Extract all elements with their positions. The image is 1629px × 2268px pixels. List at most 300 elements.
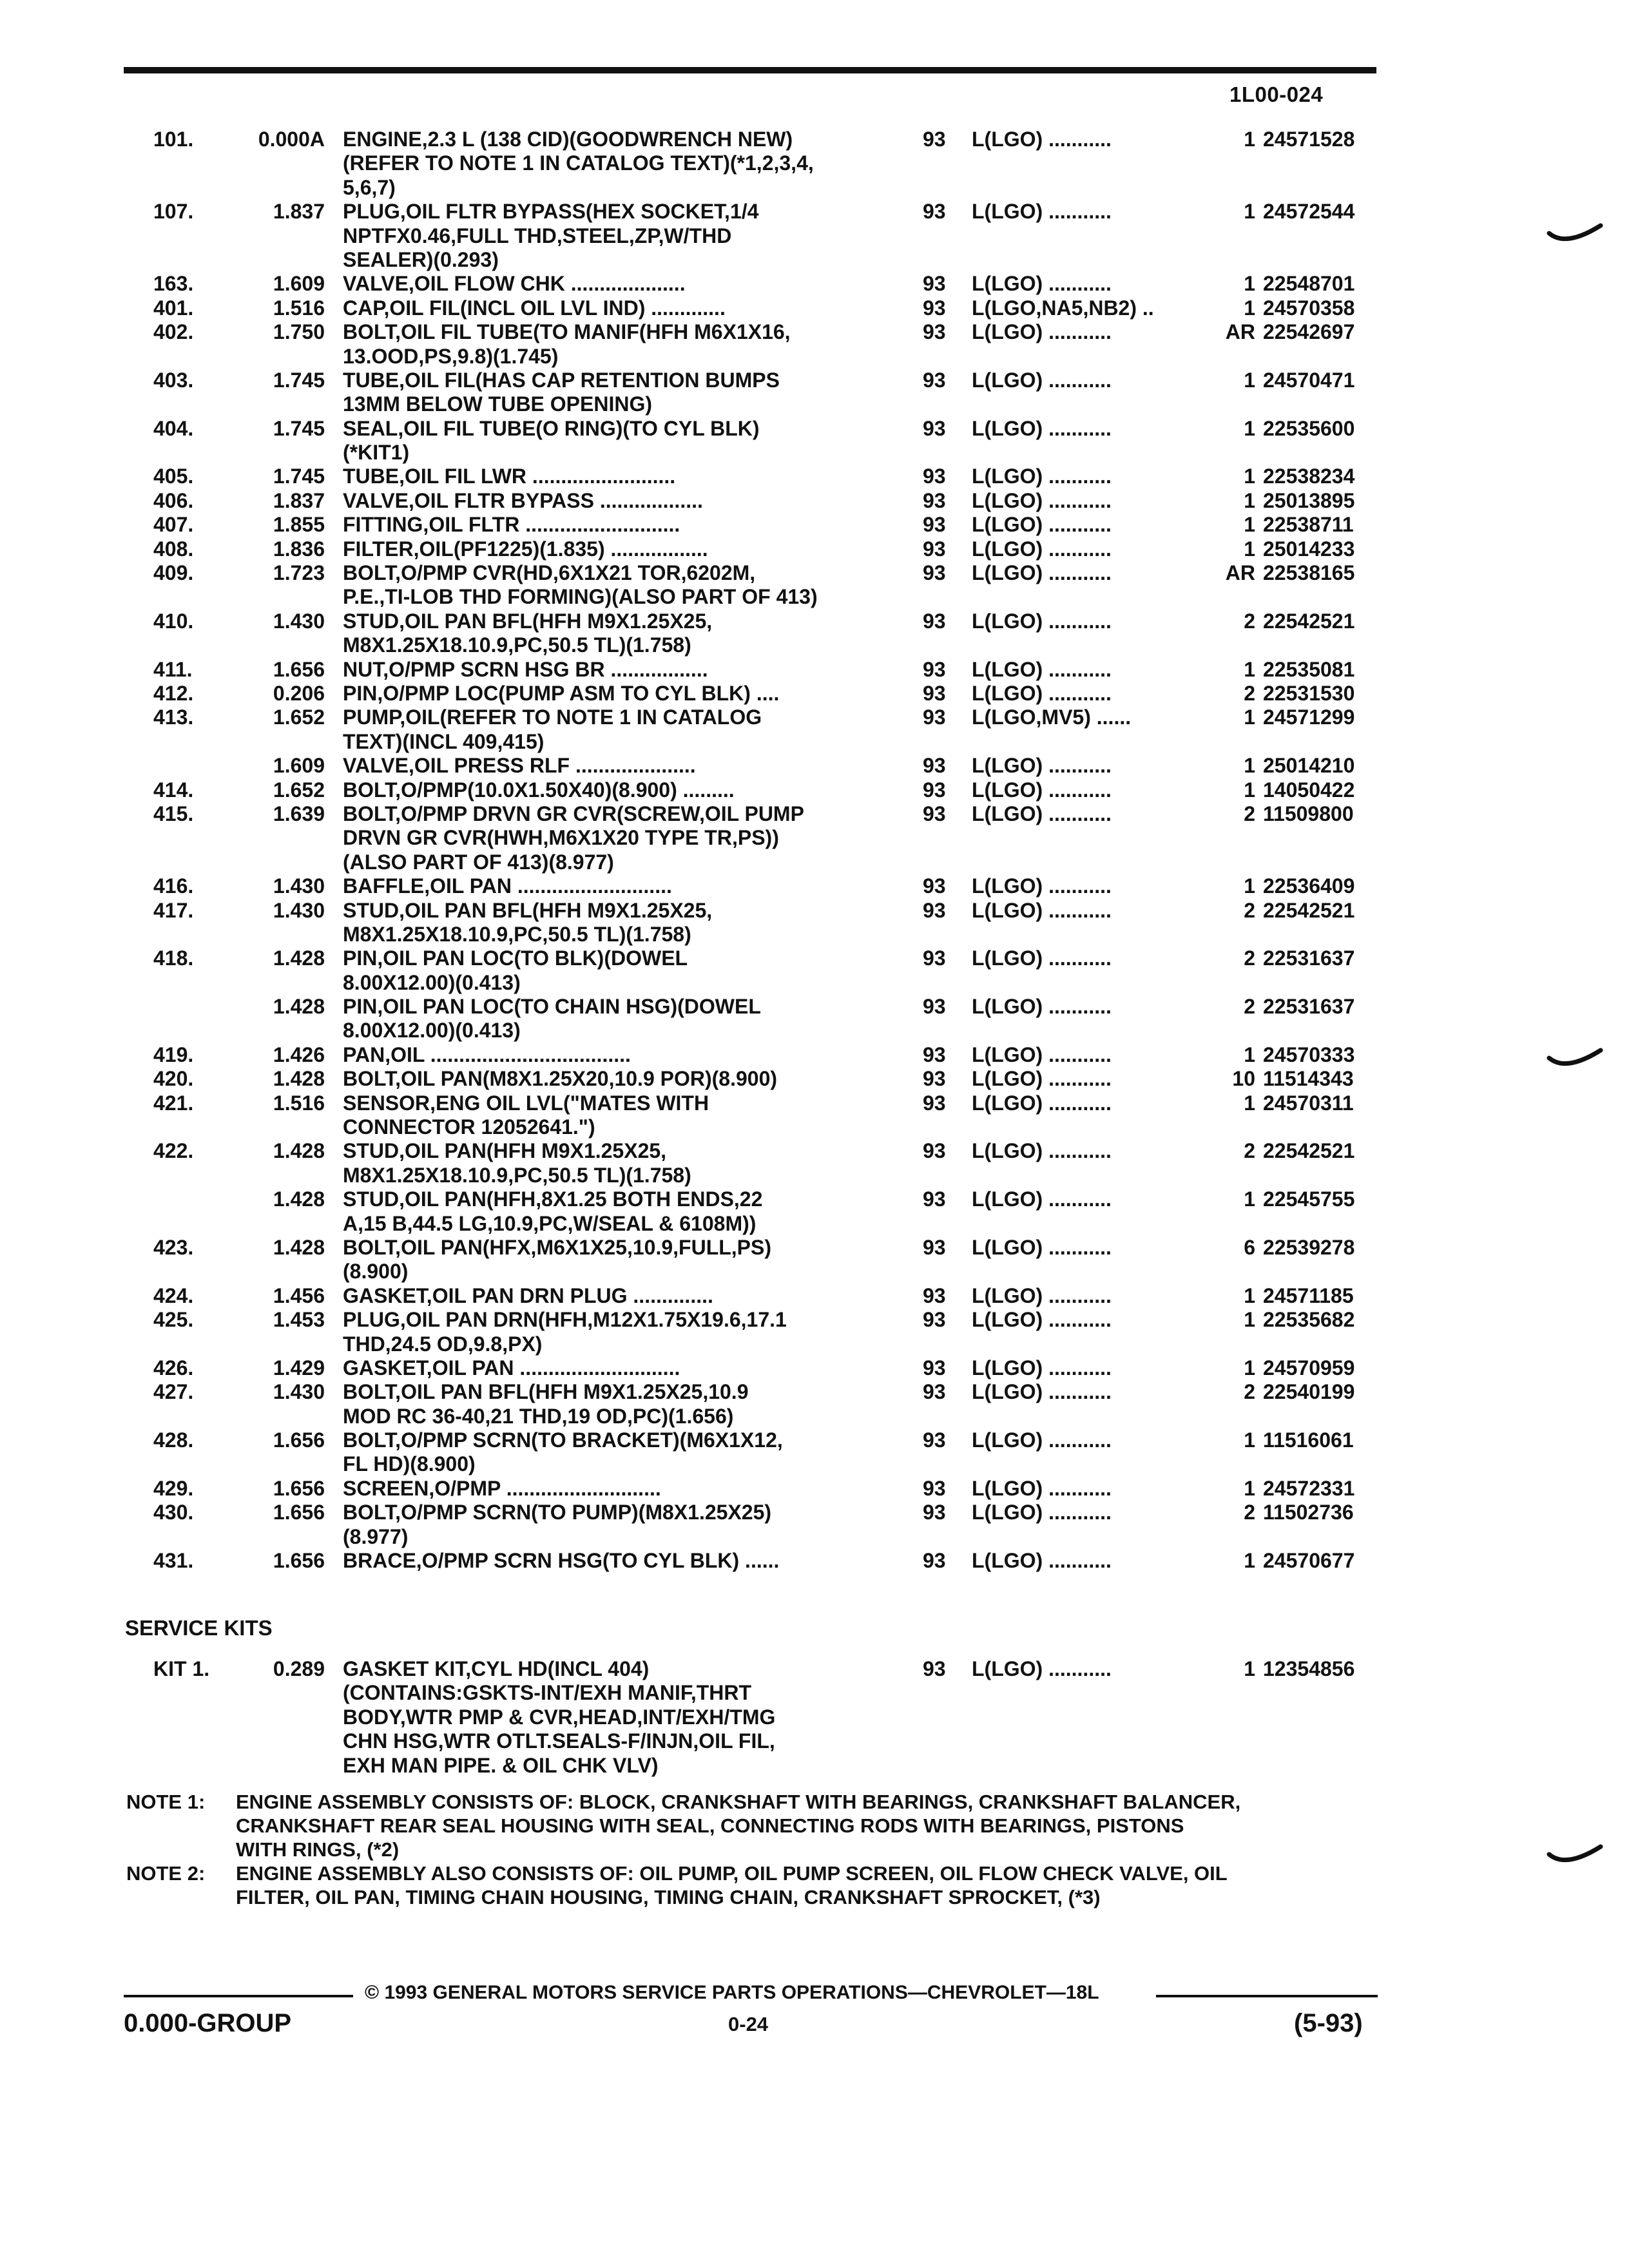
application: L(LGO) ........... <box>972 1657 1112 1680</box>
item-description-line: ,O/PMP SCRN(TO PUMP)(M8X1.25X25) <box>395 1501 772 1524</box>
parts-row <box>0 1380 1629 1404</box>
application: L(LGO) ........... <box>972 1380 1112 1404</box>
application: L(LGO) ........... <box>972 1476 1112 1500</box>
quantity: AR <box>1225 561 1255 585</box>
parts-row <box>0 610 1629 633</box>
model-year: 93 <box>923 657 946 681</box>
part-number: 24572544 <box>1263 200 1355 224</box>
parts-row <box>0 537 1629 561</box>
item-description <box>343 1043 631 1067</box>
item-name: PLUG <box>343 200 400 224</box>
group-number: 1.430 <box>273 898 325 922</box>
parts-row <box>0 1091 1629 1115</box>
quantity: 1 <box>1244 1428 1255 1452</box>
application: L(LGO,NA5,NB2) .. <box>972 296 1154 320</box>
group-number: 1.428 <box>273 947 325 970</box>
parts-row <box>0 778 1629 802</box>
group-number: 1.639 <box>273 802 325 825</box>
item-description-line: M8X1.25X18.10.9,PC,50.5 TL)(1.758) <box>343 1163 691 1187</box>
item-description-line: 8.00X12.00)(0.413) <box>343 1019 521 1043</box>
part-number: 22540199 <box>1263 1380 1355 1404</box>
item-description-line: ,O/PMP SCRN HSG BR ................. <box>383 657 708 681</box>
item-description <box>343 296 726 320</box>
quantity: 1 <box>1244 128 1255 151</box>
item-name: ENGINE <box>343 128 422 151</box>
parts-row <box>0 296 1629 320</box>
item-description <box>343 1139 666 1163</box>
item-description-line: ,OIL(PF1225)(1.835) ................. <box>413 537 708 561</box>
item-key: 402. <box>153 320 194 344</box>
item-name: STUD <box>343 1139 400 1163</box>
application: L(LGO) ........... <box>972 1139 1112 1163</box>
parts-row <box>0 899 1629 923</box>
model-year: 93 <box>923 681 946 705</box>
part-number: 22538234 <box>1263 465 1355 488</box>
group-number: 1.429 <box>273 1356 325 1379</box>
item-description-line: ,OIL FLTR BYPASS .................. <box>408 488 703 512</box>
parts-row <box>0 1549 1629 1573</box>
application: L(LGO) ........... <box>972 128 1112 151</box>
item-key: 412. <box>153 681 194 705</box>
item-name: BOLT <box>343 1235 396 1259</box>
item-name: BOLT <box>343 802 396 825</box>
item-name: FITTING <box>343 513 423 537</box>
part-number: 22531637 <box>1263 995 1355 1019</box>
quantity: 1 <box>1244 1657 1255 1680</box>
part-number: 22545755 <box>1263 1187 1355 1211</box>
part-number: 24570311 <box>1263 1091 1354 1115</box>
item-key: 427. <box>153 1380 194 1404</box>
parts-list <box>0 128 1629 1573</box>
item-description <box>343 995 761 1019</box>
application: L(LGO) ........... <box>972 874 1112 898</box>
item-description <box>343 1428 783 1452</box>
application: L(LGO) ........... <box>972 561 1112 585</box>
parts-row <box>0 658 1629 682</box>
group-number: 1.609 <box>273 754 325 778</box>
item-key: 414. <box>153 778 194 802</box>
application: L(LGO) ........... <box>972 898 1112 922</box>
item-description <box>343 1236 771 1260</box>
model-year: 93 <box>923 561 946 585</box>
quantity: 2 <box>1244 802 1255 825</box>
item-description-line: ,O/PMP(10.0X1.50X40)(8.900) ......... <box>395 778 735 802</box>
item-description <box>343 682 779 706</box>
parts-row <box>0 682 1629 706</box>
parts-row <box>0 1477 1629 1501</box>
item-description-line: ,OIL PAN(HFH,8X1.25 BOTH ENDS,22 <box>399 1187 763 1211</box>
part-number: 22542521 <box>1263 1139 1355 1163</box>
item-description-line: ,OIL FLOW CHK .................... <box>408 272 686 296</box>
part-number: 24571185 <box>1263 1283 1354 1307</box>
part-number: 24570677 <box>1263 1549 1355 1573</box>
item-description-line: ,OIL PAN DRN PLUG .............. <box>426 1283 713 1307</box>
quantity: 1 <box>1244 1356 1255 1379</box>
model-year: 93 <box>923 1549 946 1573</box>
item-description-line: (ALSO PART OF 413)(8.977) <box>343 850 614 874</box>
part-number: 22536409 <box>1263 874 1355 898</box>
part-number: 22535081 <box>1263 657 1355 681</box>
parts-row-continuation <box>0 850 1629 874</box>
item-name: BRACE <box>343 1549 416 1573</box>
group-number: 1.745 <box>273 368 325 392</box>
group-number: 0.000A <box>258 128 325 151</box>
item-description <box>343 417 760 441</box>
model-year: 93 <box>923 947 946 970</box>
note-line: FILTER, OIL PAN, TIMING CHAIN HOUSING, TIMING CHAIN, CRANKSHAFT SPROCKET, (*3) <box>236 1886 1101 1908</box>
part-number: 25014233 <box>1263 537 1355 561</box>
item-name: TUBE <box>343 368 400 392</box>
item-description-line: ,O/PMP CVR(HD,6X1X21 TOR,6202M, <box>395 561 756 585</box>
item-name: PIN <box>343 947 378 970</box>
item-description-line: ,OIL PAN LOC(TO BLK)(DOWEL <box>377 947 688 970</box>
group-number: 1.656 <box>273 1476 325 1500</box>
item-name: CAP <box>343 296 384 320</box>
application: L(LGO) ........... <box>972 754 1112 778</box>
parts-row-continuation <box>0 1212 1629 1236</box>
item-name: GASKET <box>343 1356 427 1379</box>
item-name: FILTER <box>343 537 414 561</box>
item-key: 407. <box>153 513 194 537</box>
model-year: 93 <box>923 1235 946 1259</box>
parts-row-continuation <box>0 585 1629 609</box>
note <box>126 1790 1389 1861</box>
item-description-line: ,2.3 L (138 CID)(GOODWRENCH NEW) <box>421 128 793 151</box>
parts-row <box>0 417 1629 441</box>
application: L(LGO) ........... <box>972 995 1112 1019</box>
part-number: 24572331 <box>1263 1476 1355 1500</box>
part-number: 22548701 <box>1263 272 1355 296</box>
group-number: 1.652 <box>273 706 325 729</box>
item-name: STUD <box>343 609 400 633</box>
quantity: 1 <box>1244 488 1255 512</box>
model-year: 93 <box>923 802 946 825</box>
item-description <box>343 874 672 898</box>
item-key: 413. <box>153 706 194 729</box>
application: L(LGO) ........... <box>972 1308 1112 1332</box>
model-year: 93 <box>923 320 946 344</box>
item-description <box>343 1501 771 1524</box>
note-line: WITH RINGS, (*2) <box>236 1838 400 1861</box>
item-description-line: MOD RC 36-40,21 THD,19 OD,PC)(1.656) <box>343 1404 734 1428</box>
parts-row <box>0 802 1629 826</box>
item-key: 417. <box>153 898 194 922</box>
item-key: 409. <box>153 561 194 585</box>
application: L(LGO) ........... <box>972 368 1112 392</box>
note-line: CRANKSHAFT REAR SEAL HOUSING WITH SEAL, CONNECTING RODS WITH BEARINGS, PISTONS <box>236 1814 1184 1837</box>
item-name: VALVE <box>343 272 409 296</box>
parts-row-continuation <box>0 1525 1629 1549</box>
quantity: 1 <box>1244 537 1255 561</box>
application: L(LGO) ........... <box>972 1428 1112 1452</box>
quantity: 1 <box>1244 465 1255 488</box>
parts-row-continuation <box>0 1452 1629 1476</box>
item-name: SENSOR <box>343 1091 430 1115</box>
parts-row-continuation <box>0 151 1629 175</box>
application: L(LGO) ........... <box>972 802 1112 825</box>
application: L(LGO) ........... <box>972 1043 1112 1066</box>
parts-row <box>0 1308 1629 1332</box>
item-key: 421. <box>153 1091 194 1115</box>
group-number: 1.855 <box>273 513 325 537</box>
item-key: 163. <box>153 272 194 296</box>
application: L(LGO) ........... <box>972 1283 1112 1307</box>
application: L(LGO) ........... <box>972 1501 1112 1524</box>
item-description <box>343 1284 713 1308</box>
parts-row-continuation <box>0 1115 1629 1139</box>
item-key: 418. <box>153 947 194 970</box>
quantity: 1 <box>1244 754 1255 778</box>
parts-row <box>0 1236 1629 1260</box>
parts-row <box>0 874 1629 898</box>
item-description-line: ,O/PMP SCRN(TO BRACKET)(M6X1X12, <box>395 1428 783 1452</box>
footer-date: (5-93) <box>1294 2009 1363 2037</box>
parts-row <box>0 1139 1629 1163</box>
parts-row <box>0 369 1629 392</box>
item-description-line: ,OIL PAN BFL(HFH M9X1.25X25, <box>399 609 713 633</box>
application: L(LGO) ........... <box>972 1235 1112 1259</box>
parts-row <box>0 706 1629 729</box>
item-description-line: ,OIL PAN ........................... <box>424 874 672 898</box>
item-description-line: ,O/PMP LOC(PUMP ASM TO CYL BLK) .... <box>377 681 780 705</box>
parts-row-continuation <box>0 826 1629 850</box>
footer-page-number: 0-24 <box>728 2013 769 2035</box>
parts-row-continuation <box>0 224 1629 248</box>
item-description-line: P.E.,TI-LOB THD FORMING)(ALSO PART OF 413) <box>343 585 818 609</box>
parts-row <box>0 1356 1629 1380</box>
item-description-line: (8.977) <box>343 1524 409 1548</box>
item-description-line: TEXT)(INCL 409,415) <box>343 729 545 753</box>
quantity: AR <box>1225 320 1255 344</box>
check-mark-icon <box>1547 219 1605 251</box>
item-description-line: FL HD)(8.900) <box>343 1452 476 1476</box>
item-name: GASKET KIT <box>343 1657 466 1680</box>
item-key: 101. <box>153 128 194 151</box>
item-description-line: THD,24.5 OD,9.8,PX) <box>343 1332 543 1356</box>
application: L(LGO) ........... <box>972 488 1112 512</box>
parts-row-continuation <box>0 971 1629 995</box>
item-description <box>343 465 675 488</box>
application: L(LGO) ........... <box>972 1187 1112 1211</box>
item-description <box>343 947 688 970</box>
quantity: 2 <box>1244 609 1255 633</box>
item-description-line: SEALER)(0.293) <box>343 247 499 271</box>
parts-row-continuation <box>0 1729 1629 1753</box>
item-description-line: ,OIL FIL LWR ......................... <box>399 465 676 488</box>
item-name: PAN <box>343 1043 385 1066</box>
model-year: 93 <box>923 609 946 633</box>
item-name: NUT <box>343 657 383 681</box>
item-description-line: ,O/PMP DRVN GR CVR(SCREW,OIL PUMP <box>395 802 804 825</box>
quantity: 1 <box>1244 1283 1255 1307</box>
model-year: 93 <box>923 706 946 729</box>
model-year: 93 <box>923 296 946 320</box>
quantity: 1 <box>1244 1187 1255 1211</box>
group-number: 1.609 <box>273 272 325 296</box>
part-number: 22542697 <box>1263 320 1355 344</box>
item-description <box>343 537 708 561</box>
item-description <box>343 200 758 224</box>
group-number: 1.428 <box>273 1067 325 1091</box>
application: L(LGO) ........... <box>972 1356 1112 1379</box>
item-name: VALVE <box>343 754 409 778</box>
application: L(LGO) ........... <box>972 681 1112 705</box>
group-number: 1.837 <box>273 200 325 224</box>
item-key: 424. <box>153 1283 194 1307</box>
item-key: 401. <box>153 296 194 320</box>
item-name: BOLT <box>343 320 396 344</box>
parts-row <box>0 995 1629 1019</box>
part-number: 24570358 <box>1263 296 1355 320</box>
parts-row-continuation <box>0 923 1629 947</box>
model-year: 93 <box>923 778 946 802</box>
quantity: 1 <box>1244 296 1255 320</box>
quantity: 2 <box>1244 1501 1255 1524</box>
notes-section <box>126 1790 1389 1909</box>
application: L(LGO) ........... <box>972 513 1112 537</box>
model-year: 93 <box>923 200 946 224</box>
item-description-line: ,CYL HD(INCL 404) <box>465 1657 650 1680</box>
application: L(LGO) ........... <box>972 200 1112 224</box>
item-description <box>343 320 791 344</box>
group-number: 1.750 <box>273 320 325 344</box>
item-description-line: 13.OOD,PS,9.8)(1.745) <box>343 344 559 368</box>
quantity: 1 <box>1244 874 1255 898</box>
group-number: 1.428 <box>273 1235 325 1259</box>
item-name: BAFFLE <box>343 874 425 898</box>
part-number: 24571299 <box>1263 706 1355 729</box>
item-key: 426. <box>153 1356 194 1379</box>
item-description-line: ,OIL FLTR ........................... <box>423 513 680 537</box>
group-number: 1.652 <box>273 778 325 802</box>
parts-row <box>0 754 1629 778</box>
quantity: 1 <box>1244 200 1255 224</box>
item-description-line: 13MM BELOW TUBE OPENING) <box>343 392 653 416</box>
quantity: 1 <box>1244 1308 1255 1332</box>
item-description-line: ,OIL PAN DRN(HFH,M12X1.75X19.6,17.1 <box>400 1308 787 1332</box>
item-key: 411. <box>153 657 193 681</box>
model-year: 93 <box>923 1356 946 1379</box>
item-description <box>343 369 780 392</box>
group-number: 1.723 <box>273 561 325 585</box>
item-description-line: ,OIL FLTR BYPASS(HEX SOCKET,1/4 <box>400 200 759 224</box>
parts-row <box>0 561 1629 585</box>
parts-row-continuation <box>0 248 1629 272</box>
part-number: 22531530 <box>1263 681 1355 705</box>
parts-row-continuation <box>0 730 1629 754</box>
group-number: 1.453 <box>273 1308 325 1332</box>
item-description <box>343 658 708 682</box>
part-number: 24570959 <box>1263 1356 1355 1379</box>
model-year: 93 <box>923 1380 946 1404</box>
parts-row <box>0 320 1629 344</box>
top-rule <box>124 67 1376 73</box>
item-key: 429. <box>153 1476 194 1500</box>
part-number: 22539278 <box>1263 1235 1355 1259</box>
item-description-line: ,O/PMP ........................... <box>429 1476 661 1500</box>
item-key: 430. <box>153 1501 194 1524</box>
model-year: 93 <box>923 368 946 392</box>
item-key: 415. <box>153 802 194 825</box>
model-year: 93 <box>923 1067 946 1091</box>
quantity: 6 <box>1244 1235 1255 1259</box>
quantity: 1 <box>1244 368 1255 392</box>
application: L(LGO) ........... <box>972 778 1112 802</box>
quantity: 2 <box>1244 947 1255 970</box>
item-description-line: M8X1.25X18.10.9,PC,50.5 TL)(1.758) <box>343 922 691 946</box>
item-name: BOLT <box>343 1380 396 1404</box>
parts-row <box>0 200 1629 224</box>
item-key: 425. <box>153 1308 194 1332</box>
parts-row <box>0 1501 1629 1524</box>
item-key: 419. <box>153 1043 194 1066</box>
item-description <box>343 489 703 513</box>
model-year: 93 <box>923 1091 946 1115</box>
group-number: 1.656 <box>273 1428 325 1452</box>
parts-row-continuation <box>0 345 1629 369</box>
part-number: 24570333 <box>1263 1043 1355 1066</box>
quantity: 2 <box>1244 681 1255 705</box>
parts-row-continuation <box>0 1164 1629 1187</box>
item-name: BOLT <box>343 1428 396 1452</box>
item-key: 428. <box>153 1428 194 1452</box>
group-number: 1.656 <box>273 657 325 681</box>
quantity: 2 <box>1244 1380 1255 1404</box>
application: L(LGO) ........... <box>972 609 1112 633</box>
quantity: 1 <box>1244 416 1255 440</box>
item-key: 431. <box>153 1549 194 1573</box>
parts-row <box>0 1428 1629 1452</box>
footer-rule-left <box>124 1995 353 1997</box>
item-description-line: EXH MAN PIPE. & OIL CHK VLV) <box>343 1753 659 1777</box>
quantity: 1 <box>1244 657 1255 681</box>
quantity: 1 <box>1244 272 1255 296</box>
part-number: 25014210 <box>1263 754 1355 778</box>
item-key: 420. <box>153 1067 194 1091</box>
check-mark-icon <box>1547 1044 1605 1076</box>
item-description <box>343 1308 787 1332</box>
model-year: 93 <box>923 1657 946 1680</box>
parts-row <box>0 272 1629 296</box>
parts-row <box>0 1657 1629 1681</box>
model-year: 93 <box>923 874 946 898</box>
application: L(LGO) ........... <box>972 320 1112 344</box>
item-description-line: (REFER TO NOTE 1 IN CATALOG TEXT)(*1,2,3,4, <box>343 151 814 175</box>
item-description-line: ,OIL PAN(M8X1.25X20,10.9 POR)(8.900) <box>395 1067 778 1091</box>
group-number: 0.289 <box>273 1657 325 1680</box>
group-number: 1.516 <box>273 296 325 320</box>
parts-row <box>0 1067 1629 1091</box>
application: L(LGO) ........... <box>972 1091 1112 1115</box>
item-description <box>343 128 793 151</box>
parts-row-continuation <box>0 633 1629 657</box>
item-description <box>343 706 762 729</box>
parts-row-continuation <box>0 1332 1629 1356</box>
footer-rule-right <box>1156 1995 1378 1997</box>
part-number: 11502736 <box>1263 1501 1354 1524</box>
parts-row-continuation <box>0 1754 1629 1778</box>
group-number: 1.428 <box>273 1187 325 1211</box>
item-description-line: ,OIL PAN(HFH M9X1.25X25, <box>399 1139 667 1163</box>
model-year: 93 <box>923 128 946 151</box>
parts-row <box>0 465 1629 488</box>
note-label: NOTE 1: <box>126 1791 206 1813</box>
application: L(LGO,MV5) ...... <box>972 706 1132 729</box>
item-description-line: BODY,WTR PMP & CVR,HEAD,INT/EXH/TMG <box>343 1705 776 1729</box>
parts-row-continuation <box>0 1019 1629 1043</box>
part-number: 22538165 <box>1263 561 1355 585</box>
item-description-line: CONNECTOR 12052641.") <box>343 1115 595 1139</box>
